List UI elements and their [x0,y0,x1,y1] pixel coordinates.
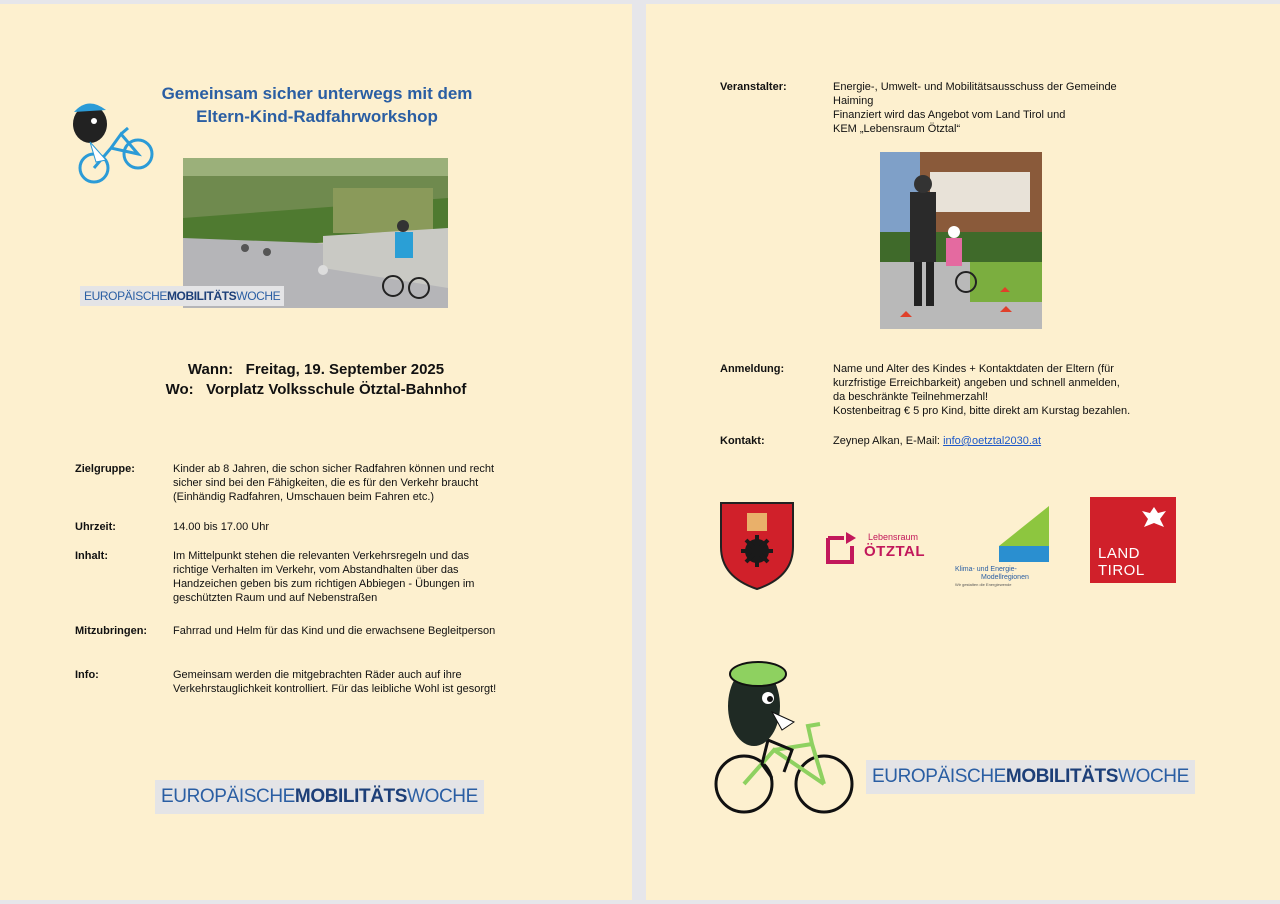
right-page [646,4,1280,900]
text-line: Handzeichen geben bis zum richtigen Abbiegen - Übungen im [173,578,475,590]
flyer-title [100,82,534,128]
veranstalter-text [833,80,1253,136]
when-line [0,359,632,380]
info-text [173,668,593,696]
uhrzeit-text [173,520,593,534]
mobility-week-logo-right [866,760,1195,794]
tirol-text [1098,545,1145,579]
title-line-1: Gemeinsam sicher unterwegs mit dem [161,84,473,103]
text-line: geschützten Raum und auf Nebenstraßen [173,592,378,604]
text-line: sicher sind bei den Fähigkeiten, die es für den Verkehr braucht [173,477,479,489]
anmeldung-text [833,362,1253,418]
when-label: Wann: [187,361,234,378]
inhalt-label: Inhalt: [75,550,108,562]
kontakt-text [833,434,1253,448]
lebensraum-mark-icon [824,530,858,566]
text-line: Im Mittelpunkt stehen die relevanten Verkehrsregeln und das [173,550,469,562]
kem-line: Modellregionen [981,574,1029,581]
mitzubringen-text [173,624,593,638]
kem-text [955,566,1029,588]
mobility-week-logo-bottom [155,780,484,814]
kontakt-name: Zeynep Alkan, E-Mail: [833,435,944,447]
training-course-photo [880,152,1042,329]
text-line: Kostenbeitrag € 5 pro Kind, bitte direkt am Kurstag bezahlen. [833,405,1131,417]
logo-part-2: MOBILITÄTS [294,786,408,807]
logo-part-2: MOBILITÄTS [166,289,237,303]
logo-part-2: MOBILITÄTS [1005,766,1119,787]
text-line: da beschränkte Teilnehmerzahl! [833,391,989,403]
oetztal-word: ÖTZTAL [864,543,926,560]
uhrzeit-label: Uhrzeit: [75,521,116,533]
haiming-crest-icon [719,501,795,591]
contact-email-link[interactable]: info@oetztal2030.at [943,435,1042,447]
text-line: 14.00 bis 17.00 Uhr [173,521,270,533]
text-line: Energie-, Umwelt- und Mobilitätsausschuss der Gemeinde [833,81,1117,93]
title-line-2: Eltern-Kind-Radfahrworkshop [196,107,438,126]
zielgruppe-label: Zielgruppe: [75,463,135,475]
info-label: Info: [75,669,99,681]
veranstalter-label: Veranstalter: [720,81,787,93]
tirol-eagle-icon [1140,505,1168,533]
mascot-cyclist-large-icon [712,660,856,816]
kem-logo [951,506,1051,594]
kem-mark-icon [999,506,1049,562]
text-line: Finanziert wird das Angebot vom Land Tirol und [833,109,1066,121]
tirol-line: TIROL [1098,562,1145,579]
text-line: Verkehrstauglichkeit kontrolliert. Für das leibliche Wohl ist gesorgt! [173,683,497,695]
text-line: Haiming [833,95,874,107]
lebensraum-oetztal-logo [824,526,934,570]
mobility-week-logo-small [80,286,284,306]
left-page [0,4,632,900]
text-line: Kinder ab 8 Jahren, die schon sicher Radfahren können und recht [173,463,495,475]
logo-part-3: WOCHE [407,786,478,807]
inhalt-text [173,549,593,605]
logo-part-3: WOCHE [1118,766,1189,787]
land-tirol-logo [1090,497,1176,583]
text-line: Name und Alter des Kindes + Kontaktdaten der Eltern (für [833,363,1114,375]
text-line: kurzfristige Erreichbarkeit) angeben und schnell anmelden, [833,377,1120,389]
zielgruppe-text [173,462,593,504]
logo-part-3: WOCHE [236,289,281,303]
mitzubringen-label: Mitzubringen: [75,625,148,637]
logo-part-1: EUROPÄISCHE [161,786,295,807]
kem-line: Wir gestalten die Energiewende [955,582,1012,587]
kem-line: Klima- und Energie- [955,566,1017,573]
anmeldung-label: Anmeldung: [720,363,785,375]
where-line [0,379,632,400]
when-value: Freitag, 19. September 2025 [245,361,445,378]
text-line: Gemeinsam werden die mitgebrachten Räder auch auf ihre [173,669,462,681]
where-value: Vorplatz Volksschule Ötztal-Bahnhof [206,381,467,398]
logo-part-1: EUROPÄISCHE [84,289,167,303]
tirol-line: LAND [1098,545,1141,562]
text-line: Fahrrad und Helm für das Kind und die erwachsene Begleitperson [173,625,496,637]
logo-part-1: EUROPÄISCHE [872,766,1006,787]
where-label: Wo: [165,381,194,398]
lebensraum-word: Lebensraum [868,532,919,542]
text-line: KEM „Lebensraum Ötztal“ [833,123,961,135]
text-line: (Einhändig Radfahren, Umschauen beim Fahren etc.) [173,491,435,503]
kontakt-label: Kontakt: [720,435,765,447]
text-line: richtige Verhalten im Verkehr, vom Abstandhalten über das [173,564,459,576]
